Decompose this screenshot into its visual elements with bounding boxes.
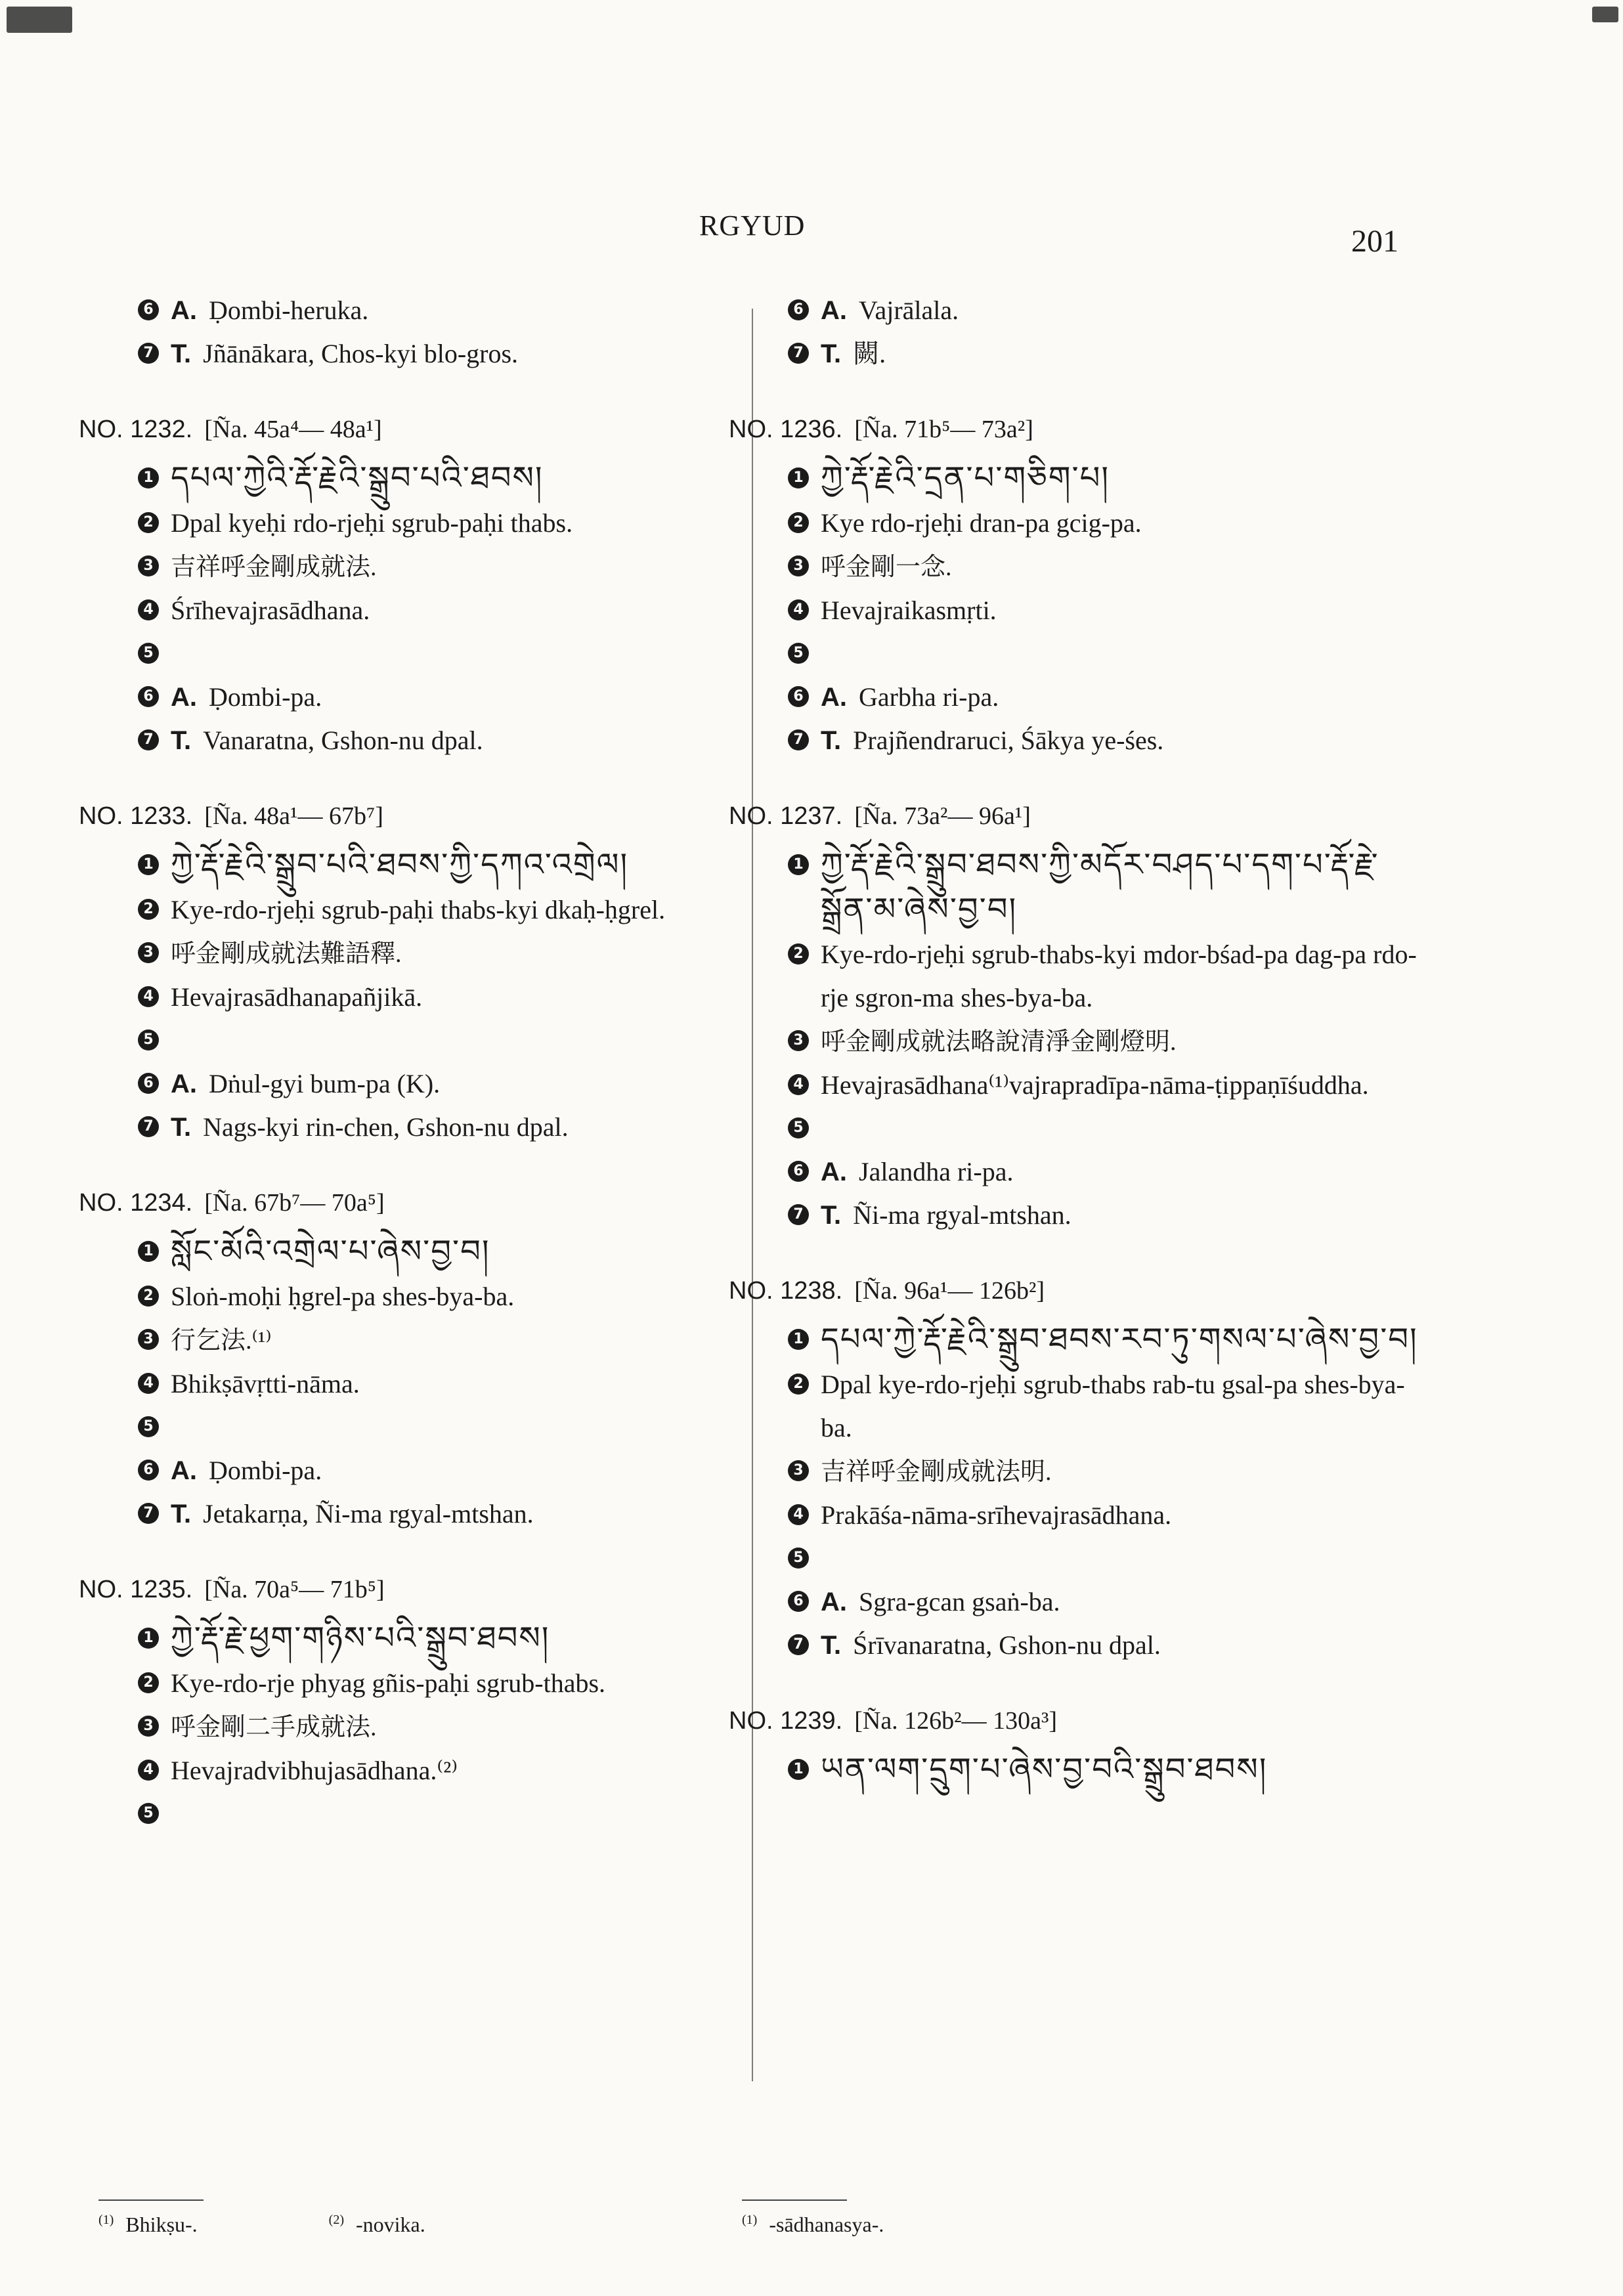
field-number-icon: 6 — [138, 686, 159, 707]
entry-reference: [Ña. 70a⁵— 71b⁵] — [204, 1576, 385, 1603]
entry-line — [729, 1318, 1418, 1363]
entry-line — [79, 1019, 735, 1062]
field-label: A. — [821, 1588, 847, 1616]
field-label: T. — [821, 339, 842, 368]
field-number-icon: 4 — [138, 986, 159, 1007]
field-text: Jalandha ri-pa. — [859, 1157, 1014, 1186]
entry-line — [79, 976, 735, 1019]
field-text: Kye rdo-rjeḥi dran-pa gcig-pa. — [821, 508, 1142, 538]
field-label: A. — [171, 1070, 197, 1098]
field-number-icon: 7 — [788, 729, 809, 750]
field-text: Bhikṣāvṛtti-nāma. — [171, 1369, 360, 1398]
left-column — [79, 289, 735, 1836]
entry-line — [729, 502, 1418, 545]
entry-reference: [Ña. 73a²— 96a¹] — [854, 802, 1031, 830]
field-text: Kye-rdo-rjeḥi sgrub-thabs-kyi mdor-bśad-pa dag-pa rdo-rje sgron-ma shes-bya-ba. — [821, 940, 1417, 1012]
entry-line — [79, 332, 735, 376]
field-text: ཀྱེ་རྡོ་རྗེ་ཕྱག་གཉིས་པའི་སྒྲུབ་ཐབས། — [171, 1621, 550, 1656]
entry-reference: [Ña. 126b²— 130a³] — [854, 1707, 1057, 1735]
entry-line — [79, 1449, 735, 1492]
entry-line — [729, 1020, 1418, 1064]
entry-line — [729, 1450, 1418, 1494]
entry-line — [79, 719, 735, 762]
field-text: Śrīhevajrasādhana. — [171, 596, 370, 625]
entry-line — [729, 589, 1418, 632]
field-text: སློང་མོའི་འགྲེལ་པ་ཞེས་བྱ་བ། — [171, 1234, 490, 1269]
entry-heading — [729, 1276, 1418, 1305]
field-text: Vanaratna, Gshon-nu dpal. — [203, 726, 483, 755]
field-text: Kye-rdo-rje phyag gñis-paḥi sgrub-thabs. — [171, 1668, 606, 1698]
entry-reference: [Ña. 71b⁵— 73a²] — [854, 416, 1033, 443]
field-number-icon: 4 — [788, 1504, 809, 1525]
field-label: T. — [821, 1201, 842, 1230]
entry-line — [79, 1275, 735, 1318]
field-number-icon: 4 — [138, 1373, 159, 1394]
entry-line — [729, 1748, 1418, 1793]
field-text: Sgra-gcan gsaṅ-ba. — [859, 1587, 1060, 1616]
field-number-icon: 7 — [788, 1204, 809, 1225]
field-text: Garbha ri-pa. — [859, 682, 999, 712]
field-text: ཀྱེ་རྡོ་རྗེའི་སྒྲུབ་ཐབས་ཀྱི་མདོར་བཤད་པ་དག་པ་རྡོ་རྗེ་སྒྲོན་མ་ཞེས་བྱ་བ། — [821, 848, 1379, 927]
field-text: ཀྱེ་རྡོ་རྗེའི་སྒྲུབ་པའི་ཐབས་ཀྱི་དཀའ་འགྲེལ། — [171, 848, 629, 882]
field-number-icon: 6 — [788, 1161, 809, 1182]
field-text: ཡན་ལག་དྲུག་པ་ཞེས་བྱ་བའི་སྒྲུབ་ཐབས། — [821, 1752, 1268, 1787]
entry-number: NO. 1237. — [729, 802, 843, 830]
entry-line — [729, 545, 1418, 589]
entry-line — [79, 844, 735, 888]
field-text: 吉祥呼金剛成就法. — [171, 553, 377, 581]
footnote-text: Bhikṣu-. — [125, 2213, 198, 2236]
field-text: 呼金剛成就法難語釋. — [171, 940, 402, 968]
field-number-icon: 1 — [138, 467, 159, 488]
field-label: T. — [171, 339, 192, 368]
field-text: ཀྱེ་རྡོ་རྗེའི་དྲན་པ་གཅིག་པ། — [821, 461, 1110, 496]
field-text: དཔལ་ཀྱེ་རྡོ་རྗེའི་སྒྲུབ་ཐབས་རབ་ཏུ་གསལ་པ་ཞེས་བྱ་བ། — [821, 1322, 1418, 1357]
entry-line — [79, 457, 735, 502]
entry-line — [729, 332, 1418, 376]
field-text: Kye-rdo-rjeḥi sgrub-paḥi thabs-kyi dkaḥ-ḥgrel. — [171, 895, 666, 924]
field-number-icon: 5 — [788, 643, 809, 664]
entry-heading — [79, 802, 735, 831]
entry-line — [729, 289, 1418, 332]
entry-number: NO. 1239. — [729, 1707, 843, 1735]
field-number-icon: 6 — [788, 299, 809, 320]
field-number-icon: 3 — [788, 1030, 809, 1051]
field-number-icon: 7 — [138, 1503, 159, 1524]
field-number-icon: 2 — [138, 512, 159, 533]
entry-line — [729, 1494, 1418, 1537]
field-number-icon: 7 — [138, 343, 159, 364]
entry-line — [729, 1150, 1418, 1194]
entry-line — [729, 1363, 1418, 1450]
field-number-icon: 3 — [788, 1460, 809, 1481]
entry-line — [79, 1230, 735, 1275]
entry-line — [79, 632, 735, 676]
footnote-rule — [98, 2199, 204, 2201]
field-number-icon: 4 — [788, 599, 809, 620]
field-label: A. — [821, 683, 847, 712]
field-label: T. — [171, 1113, 192, 1142]
entry-line — [729, 457, 1418, 502]
entry-line — [729, 933, 1418, 1020]
field-text: Jetakarṇa, Ñi-ma rgyal-mtshan. — [203, 1499, 534, 1528]
field-number-icon: 3 — [138, 1329, 159, 1350]
field-label: A. — [171, 683, 197, 712]
footnote-text: -sādhanasya-. — [769, 2213, 884, 2236]
field-number-icon: 5 — [138, 1029, 159, 1051]
entry-line — [729, 719, 1418, 762]
field-text: Hevajrasādhanapañjikā. — [171, 982, 423, 1012]
field-label: A. — [821, 296, 847, 325]
field-label: T. — [171, 726, 192, 755]
field-number-icon: 4 — [788, 1074, 809, 1095]
entry-line — [79, 932, 735, 976]
entry-number: NO. 1232. — [79, 416, 193, 443]
entry-line — [79, 545, 735, 589]
field-number-icon: 3 — [138, 942, 159, 963]
entry-number: NO. 1238. — [729, 1277, 843, 1305]
entry-line — [79, 1617, 735, 1662]
field-number-icon: 5 — [788, 1117, 809, 1138]
field-text: Ḍombi-pa. — [209, 1456, 322, 1485]
field-text: 呼金剛二手成就法. — [171, 1714, 377, 1741]
entry-line — [729, 632, 1418, 676]
field-text: Nags-kyi rin-chen, Gshon-nu dpal. — [203, 1112, 569, 1142]
entry-heading — [729, 1706, 1418, 1735]
field-text: 呼金剛成就法略說清淨金剛燈明. — [821, 1028, 1177, 1056]
field-number-icon: 3 — [138, 555, 159, 576]
field-number-icon: 6 — [138, 299, 159, 320]
entry-line — [729, 1107, 1418, 1150]
field-number-icon: 2 — [788, 512, 809, 533]
field-text: Hevajraikasmṛti. — [821, 596, 997, 625]
footnote-mark: (1) — [98, 2213, 114, 2228]
entry-line — [79, 1662, 735, 1705]
entry-line — [79, 1406, 735, 1449]
entry-number: NO. 1234. — [79, 1189, 193, 1217]
field-number-icon: 4 — [138, 1760, 159, 1781]
field-label: T. — [171, 1500, 192, 1528]
field-label: A. — [171, 1456, 197, 1485]
field-text: 吉祥呼金剛成就法明. — [821, 1458, 1052, 1486]
entry-line — [79, 1705, 735, 1749]
field-number-icon: 3 — [788, 555, 809, 576]
field-text: Vajrālala. — [859, 295, 959, 325]
field-number-icon: 6 — [138, 1460, 159, 1481]
entry-line — [79, 888, 735, 932]
field-number-icon: 2 — [138, 899, 159, 920]
field-label: A. — [821, 1158, 847, 1186]
field-number-icon: 7 — [138, 1116, 159, 1137]
field-number-icon: 2 — [138, 1286, 159, 1307]
entry-line — [79, 1318, 735, 1362]
field-number-icon: 5 — [138, 1416, 159, 1437]
entry-line — [79, 676, 735, 719]
footnote-rule — [742, 2199, 847, 2201]
field-number-icon: 5 — [788, 1548, 809, 1569]
page-header-title: RGYUD — [699, 209, 806, 242]
footnote — [742, 2213, 949, 2236]
page-number: 201 — [1351, 224, 1398, 259]
field-text: Sloṅ-moḥi ḥgrel-pa shes-bya-ba. — [171, 1282, 515, 1311]
field-text: Dpal kye-rdo-rjeḥi sgrub-thabs rab-tu gsal-pa shes-bya-ba. — [821, 1370, 1405, 1442]
footnote — [329, 2213, 491, 2236]
field-number-icon: 1 — [788, 854, 809, 875]
field-text: 行乞法.⁽¹⁾ — [171, 1327, 272, 1354]
entry-reference: [Ña. 48a¹— 67b⁷] — [204, 802, 383, 830]
entry-number: NO. 1235. — [79, 1576, 193, 1603]
field-number-icon: 1 — [788, 1329, 809, 1350]
entry-line — [729, 1537, 1418, 1580]
scan-mark — [1592, 7, 1618, 22]
entry-line — [729, 844, 1418, 933]
footnote-text: -novika. — [356, 2213, 425, 2236]
entry-line — [79, 1792, 735, 1836]
field-number-icon: 1 — [138, 1628, 159, 1649]
entry-line — [729, 1064, 1418, 1107]
entry-line — [79, 289, 735, 332]
field-text: Jñānākara, Chos-kyi blo-gros. — [203, 339, 519, 368]
field-text: Hevajradvibhujasādhana.⁽²⁾ — [171, 1756, 458, 1785]
field-text: Dṅul-gyi bum-pa (K). — [209, 1069, 441, 1098]
field-text: 呼金剛一念. — [821, 553, 952, 581]
entry-line — [79, 1106, 735, 1149]
footnote — [98, 2213, 263, 2236]
entry-line — [729, 1624, 1418, 1667]
field-text: Ñi-ma rgyal-mtshan. — [853, 1200, 1071, 1230]
field-text: Prajñendraruci, Śākya ye-śes. — [853, 726, 1164, 755]
field-number-icon: 1 — [138, 854, 159, 875]
entry-line — [729, 1580, 1418, 1624]
field-label: T. — [821, 726, 842, 755]
right-column — [729, 289, 1418, 1793]
entry-reference: [Ña. 96a¹— 126b²] — [854, 1277, 1045, 1305]
field-text: Dpal kyeḥi rdo-rjeḥi sgrub-paḥi thabs. — [171, 508, 573, 538]
field-number-icon: 2 — [138, 1672, 159, 1693]
entry-reference: [Ña. 67b⁷— 70a⁵] — [204, 1189, 385, 1217]
footnote-mark: (2) — [328, 2213, 344, 2228]
right-footnotes — [742, 2199, 1015, 2237]
entry-number: NO. 1233. — [79, 802, 193, 830]
entry-line — [79, 502, 735, 545]
field-number-icon: 6 — [138, 1073, 159, 1094]
field-text: དཔལ་ཀྱེའི་རྡོ་རྗེའི་སྒྲུབ་པའི་ཐབས། — [171, 461, 544, 496]
field-number-icon: 6 — [788, 1591, 809, 1612]
entry-heading — [79, 415, 735, 444]
field-number-icon: 2 — [788, 1374, 809, 1395]
field-label: T. — [821, 1631, 842, 1660]
entry-heading — [79, 1575, 735, 1604]
field-number-icon: 6 — [788, 686, 809, 707]
footnote-mark: (1) — [742, 2213, 758, 2228]
entry-heading — [729, 802, 1418, 831]
field-text: 闕. — [853, 339, 886, 368]
field-text: Prakāśa-nāma-srīhevajrasādhana. — [821, 1500, 1172, 1530]
field-number-icon: 3 — [138, 1716, 159, 1737]
entry-reference: [Ña. 45a⁴— 48a¹] — [204, 416, 382, 443]
entry-number: NO. 1236. — [729, 416, 843, 443]
entry-line — [79, 1062, 735, 1106]
field-number-icon: 2 — [788, 943, 809, 964]
scan-mark — [7, 7, 72, 33]
entry-line — [79, 1492, 735, 1536]
field-number-icon: 1 — [138, 1241, 159, 1262]
entry-line — [729, 1194, 1418, 1237]
field-number-icon: 7 — [788, 343, 809, 364]
field-text: Ḍombi-pa. — [209, 682, 322, 712]
field-text: Hevajrasādhana⁽¹⁾vajrapradīpa-nāma-ṭippaṇīśuddha. — [821, 1070, 1369, 1100]
field-text: Śrīvanaratna, Gshon-nu dpal. — [853, 1630, 1161, 1660]
left-footnotes — [98, 2199, 557, 2237]
field-number-icon: 7 — [138, 729, 159, 750]
field-number-icon: 1 — [788, 1759, 809, 1780]
entry-line — [79, 1362, 735, 1406]
field-number-icon: 5 — [138, 643, 159, 664]
field-number-icon: 7 — [788, 1634, 809, 1655]
entry-heading — [79, 1188, 735, 1217]
entry-line — [729, 676, 1418, 719]
entry-line — [79, 1749, 735, 1792]
entry-heading — [729, 415, 1418, 444]
entry-line — [79, 589, 735, 632]
field-number-icon: 4 — [138, 599, 159, 620]
field-number-icon: 5 — [138, 1803, 159, 1824]
field-label: A. — [171, 296, 197, 325]
field-number-icon: 1 — [788, 467, 809, 488]
field-text: Ḍombi-heruka. — [209, 295, 369, 325]
